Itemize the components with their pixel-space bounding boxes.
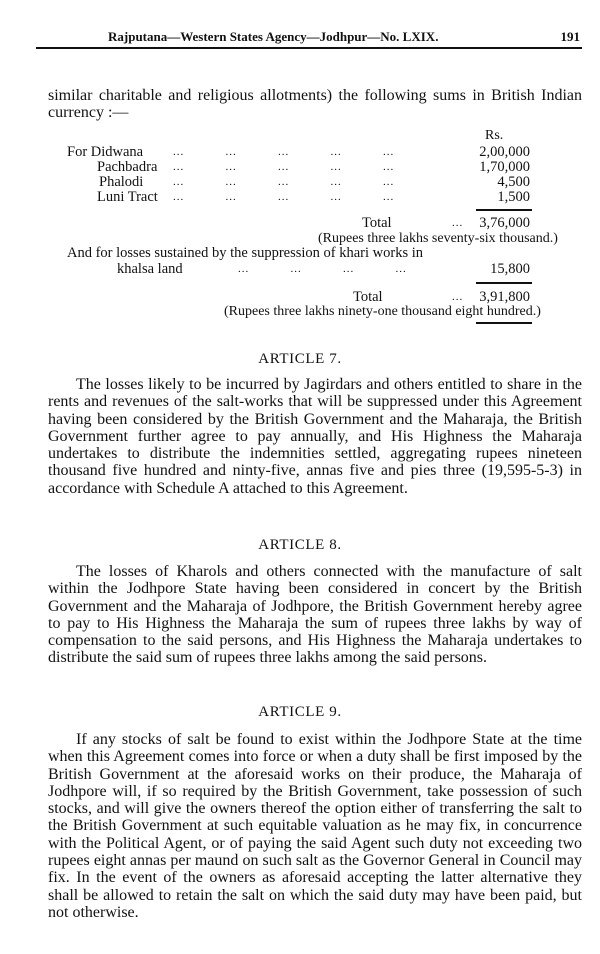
article-8-heading: ARTICLE 8.	[258, 537, 342, 553]
page-header	[36, 29, 580, 49]
total-in-words: (Rupees three lakhs seventy-six thousand.)	[318, 231, 558, 246]
page-number: 191	[560, 29, 580, 44]
total-value: 3,76,000	[479, 215, 530, 231]
allotment-label: Pachbadra	[97, 159, 158, 175]
allotment-row	[0, 189, 600, 205]
sum-rule	[476, 209, 532, 211]
leader-dots: ... ... ... ... ...	[173, 161, 395, 173]
grand-total-value: 3,91,800	[479, 289, 530, 305]
leader-dots: ...	[452, 291, 464, 303]
leader-dots: ... ... ... ...	[238, 263, 407, 275]
allotment-label: Phalodi	[99, 174, 144, 190]
allotment-row	[0, 174, 600, 190]
sum-rule	[476, 322, 532, 324]
leader-dots: ... ... ... ... ...	[173, 146, 395, 158]
article-7-text: The losses likely to be incurred by Jagirdars and others entitled to share in the rents and revenues of the salt-works that will be suppressed under this Agreement having been considered by the British Government and the Maharaja, the British Government further agree to pay annually, and His Highness the Maharaja undertakes to distribute the indemnities settled, aggregating rupees nineteen thousand five hundred and ninty-five, annas five and pies three (19,595-5-3) in accordance with Schedule A attached to this Agreement.	[48, 376, 582, 497]
losses-label: And for losses sustained by the suppression of khari works in	[67, 245, 424, 261]
article-8-text: The losses of Kharols and others connected with the manufacture of salt within the Jodhpore State having been considered in concert by the British Government and the Maharaja of Jodhpore, the British Government hereby agree to pay to His Highness the Maharaja the sum of rupees three lakhs by way of compensation to the said persons, and His Highness the Maharaja undertakes to distribute the said sum of rupees three lakhs among the said persons.	[48, 563, 582, 667]
article-7-heading: ARTICLE 7.	[258, 351, 342, 367]
allotment-value: 4,500	[497, 174, 530, 190]
allotment-label: Luni Tract	[97, 189, 158, 205]
leader-dots: ...	[452, 217, 464, 229]
allotment-row	[0, 159, 600, 175]
allotment-label: For Didwana	[67, 144, 144, 160]
sum-rule	[476, 282, 532, 284]
losses-label: khalsa land	[117, 261, 183, 277]
total-row	[0, 215, 600, 231]
currency-label: Rs.	[485, 128, 504, 143]
grand-total-label: Total	[353, 289, 383, 305]
grand-total-in-words: (Rupees three lakhs ninety-one thousand eight hundred.)	[224, 304, 541, 319]
allotment-value: 1,70,000	[479, 159, 530, 175]
header-rule	[36, 47, 582, 49]
allotment-row	[0, 144, 600, 160]
losses-row	[0, 245, 600, 261]
total-label: Total	[362, 215, 392, 231]
article-9-text: If any stocks of salt be found to exist within the Jodhpore State at the time when this Agreement comes into force or when a duty shall be first imposed by the British Government at the aforesaid works on their produce, the Maharaja of Jodhpore will, if so required by the British Government, take possession of such stocks, and will give the owners thereof the option either of transferring the salt to the British Government at such equitable valuation as he may fix, in concurrence with the Political Agent, or of paying the said Agent such duty not exceeding two rupees eight annas per maund on such salt as the Governor General in Council may fix. In the event of the owners as aforesaid accepting the latter alternative they shall be allowed to retain the salt on which the said duty may have been paid, but not otherwise.	[48, 731, 582, 921]
losses-row	[0, 261, 600, 277]
intro-paragraph: similar charitable and religious allotments) the following sums in British Indian currency :—	[48, 87, 582, 122]
grand-total-row	[0, 289, 600, 305]
running-title: Rajputana—Western States Agency—Jodhpur—No. LXIX.	[108, 29, 439, 44]
allotment-value: 1,500	[497, 189, 530, 205]
article-9-heading: ARTICLE 9.	[258, 704, 342, 720]
leader-dots: ... ... ... ... ...	[173, 191, 395, 203]
allotment-value: 2,00,000	[479, 144, 530, 160]
leader-dots: ... ... ... ... ...	[173, 176, 395, 188]
losses-value: 15,800	[490, 261, 530, 277]
